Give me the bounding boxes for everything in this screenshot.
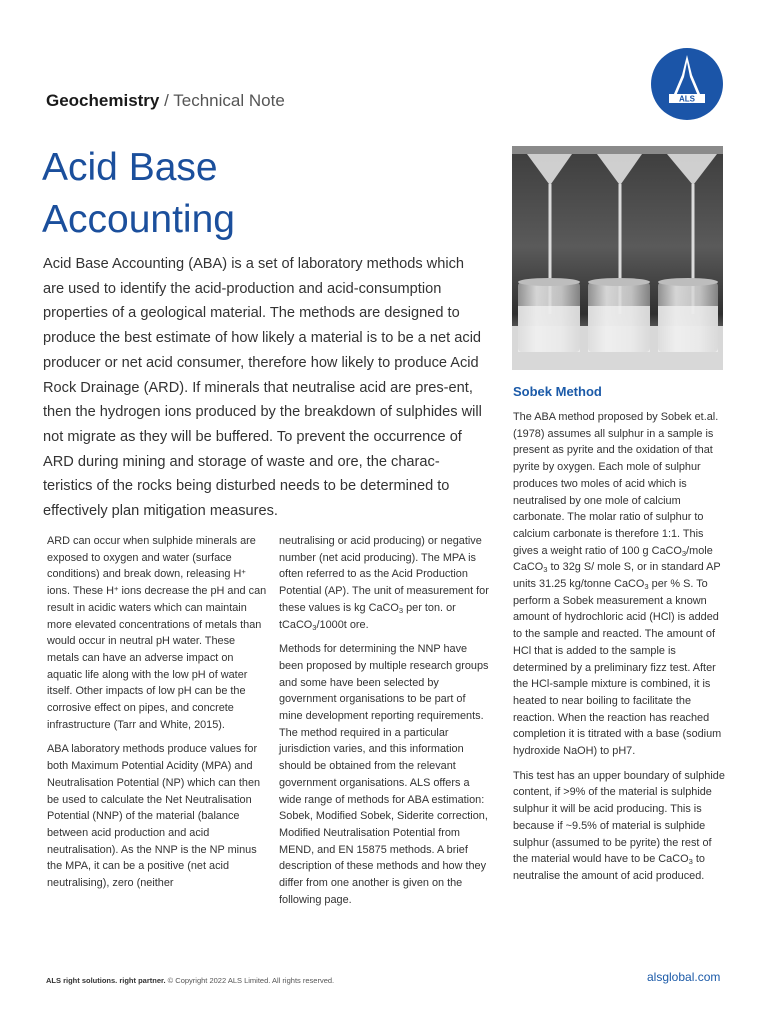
sobek-paragraph-2: This test has an upper boundary of sulphide content, if >9% of the material is sulphide sulphur it will be acid producing. This is because if ~9.5% of material is sulphide sulphur (assumed to be pyrite) the rest of the material would have to be CaCO$_3$ to neutralise the amount of acid produced. [513, 769, 725, 882]
aba-methods-paragraph: ABA laboratory methods produce values for both Maximum Potential Acidity (MPA) and Neutralisation Potential (NP) which can then be used to calculate the Net Neutralisation Potential (NNP) of the material (balance between acid production and acid neutralisation). As the NNP is the NP minus the MPA, it can be a positive (net acid neutralising), zero (neither [47, 743, 261, 890]
category-label: Geochemistry [46, 91, 160, 110]
lead-paragraph: Acid Base Accounting (ABA) is a set of laboratory methods which are used to identify the acid-production and acid-consumption properties of a geological material. The methods are designed to produce the best estimate of how likely a material is to be a net acid producer or net acid consumer, therefore how likely to produce Acid Rock Drainage (ARD). If minerals that neutralise acid are pres-ent, then the hydrogen ions produced by the breakdown of sulphides will not migrate as they will be buffered. To prevent the occurrence of ARD during mining and storage of waste and ore, the charac-teristics of the rocks being disturbed needs to be determined to effectively plan mitigation measures. [43, 256, 482, 520]
title-line-1: Acid Base [42, 146, 218, 189]
website-link[interactable]: alsglobal.com [647, 970, 721, 984]
copyright-text: © Copyright 2022 ALS Limited. All rights reserved. [165, 976, 335, 985]
title-line-2: Accounting [42, 198, 235, 241]
page-title [42, 142, 482, 246]
ard-paragraph: ARD can occur when sulphide minerals are exposed to oxygen and water (surface conditions) and break down, releasing H+ ions. These H+ ions decrease the pH and can result in acidic waters which can maintain more elevated concentrations of metals than would occur in neutral pH water. These metals can have an adverse impact on aquatic life along with the low pH of water itself. Other impacts of low pH can be the corrosive effect on pipes, and concrete infrastructure (Tarr and White, 2015). [47, 535, 267, 731]
category-separator: / [159, 91, 174, 110]
subcategory-label: Technical Note [173, 91, 285, 110]
sobek-method-heading: Sobek Method [513, 384, 602, 399]
logo-text: ALS [679, 94, 695, 104]
nnp-units-paragraph: neutralising or acid producing) or negative number (net acid producing). The MPA is often referred to as the Acid Production Potential (AP). The unit of measurement for these values is kg CaCO$_3$ per ton. or tCaCO$_3$/1000t ore. [279, 535, 489, 632]
body-column-1 [47, 533, 269, 900]
document-category [46, 91, 285, 111]
nnp-methods-paragraph: Methods for determining the NNP have been proposed by multiple research groups and some have been selected by government organisations to be part of mine development reporting requirements. The method required in a particular jurisdiction varies, and this information should be obtained from the relevant government organisations. ALS offers a wide range of methods for ABA estimation: Sobek, Modified Sobek, Siderite correction, Modified Neutralisation Potential from MEND, and EN 15875 methods. A brief description of these methods and how they differ from one another is given on the following page. [279, 643, 489, 906]
als-logo [651, 48, 723, 120]
footer-copyright [46, 976, 334, 985]
lab-beakers-photo [512, 146, 723, 370]
body-column-2 [279, 533, 492, 916]
body-column-3 [513, 409, 725, 893]
sobek-paragraph-1: The ABA method proposed by Sobek et.al. (1978) assumes all sulphur in a sample is present as pyrite and the oxidation of that pyrite by oxygen. Each mole of sulphur produces two moles of acid which is neutralised by one mole of calcium carbonate. The molar ratio of sulphur to calcium carbonate is therefore 1:1. This gives a weight ratio of 100 g CaCO$_3$/mole CaCO$_3$ to 32g S/ mole S, or in standard AP units 31.25 kg/tonne CaCO$_3$ per % S. To perform a Sobek measurement a known amount of hydrochloric acid (HCl) is added to the sample and reacted. The amount of HCl that is added to the sample is determined by a preliminary fizz test. After the HCl-sample mixture is combined, it is heated to near boiling to facilitate the reaction. When the reaction has reached completion it is titrated with a base (sodium hydroxide NaOH) to pH7. [513, 411, 722, 758]
footer-tagline: ALS right solutions. right partner. [46, 976, 166, 985]
